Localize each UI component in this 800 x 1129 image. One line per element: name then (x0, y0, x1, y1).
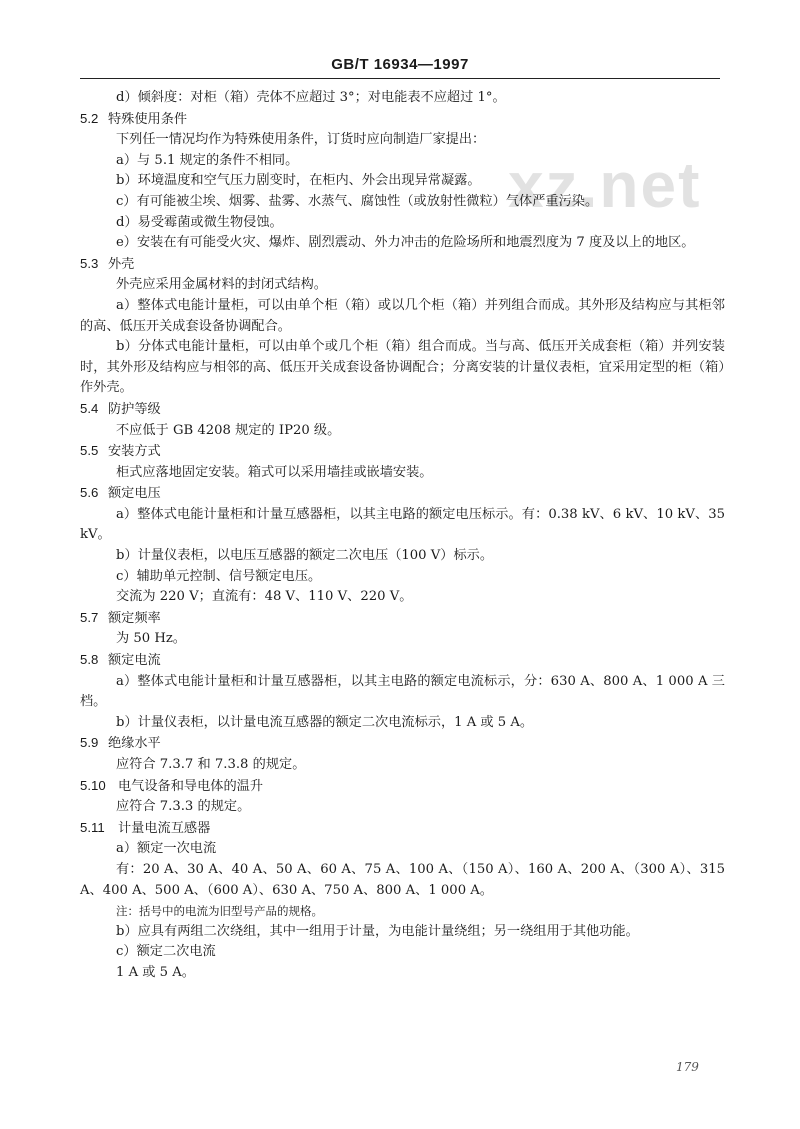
section-heading-5-3 (80, 254, 725, 276)
section-heading-5-5 (80, 441, 725, 463)
list-item: a）额定一次电流 (116, 841, 217, 857)
section-number: 5.11 (80, 819, 105, 835)
section-title: 额定电流 (108, 653, 161, 669)
paragraph: 应符合 7.3.7 和 7.3.8 的规定。 (116, 757, 306, 772)
section-heading-5-7 (80, 608, 725, 630)
document-body (80, 88, 725, 984)
list-item: b）分体式电能计量柜，可以由单个或几个柜（箱）组合而成。当与高、低压开关成套柜（箱）并列安装时，其外形及结构应与相邻的高、低压开关成套设备协调配合；分离安装的计量仪表柜，宜采用定型的柜（箱）作外壳。 (80, 339, 725, 396)
list-item: c）辅助单元控制、信号额定电压。 (116, 568, 322, 584)
section-number: 5.3 (80, 255, 99, 271)
list-item: d）易受霉菌或微生物侵蚀。 (116, 214, 283, 230)
section-number: 5.7 (80, 609, 99, 625)
section-heading-5-4 (80, 399, 725, 421)
section-title: 电气设备和导电体的温升 (118, 778, 264, 794)
paragraph: 有：20 A、30 A、40 A、50 A、60 A、75 A、100 A、（150 A）、160 A、200 A、（300 A）、315 A、400 A、500 A、（600 A）、630 A、750 A、800 A、1 000 A。 (80, 861, 725, 898)
paragraph: 不应低于 GB 4208 规定的 IP20 级。 (116, 422, 341, 438)
page-header: GB/T 16934—1997 (331, 56, 469, 73)
section-number: 5.4 (80, 400, 99, 416)
section-title: 安装方式 (108, 444, 161, 460)
paragraph: 为 50 Hz。 (116, 631, 186, 647)
paragraph: 外壳应采用金属材料的封闭式结构。 (116, 277, 327, 293)
section-number: 5.5 (80, 443, 99, 459)
section-number: 5.10 (80, 777, 106, 793)
section-title: 防护等级 (108, 401, 161, 417)
paragraph: 柜式应落地固定安装。箱式可以采用墙挂或嵌墙安装。 (116, 464, 433, 480)
section-title: 绝缘水平 (108, 736, 161, 752)
list-item: b）计量仪表柜，以计量电流互感器的额定二次电流标示，1 A 或 5 A。 (116, 714, 534, 730)
section-heading-5-11 (80, 818, 725, 840)
list-item: a）整体式电能计量柜，可以由单个柜（箱）或以几个柜（箱）并列组合而成。其外形及结构应与其柜邻的高、低压开关成套设备协调配合。 (80, 297, 725, 334)
paragraph: 应符合 7.3.3 的规定。 (116, 799, 251, 815)
list-item: b）环境温度和空气压力剧变时，在柜内、外会出现异常凝露。 (116, 173, 481, 189)
section-heading-5-9 (80, 733, 725, 755)
paragraph: 1 A 或 5 A。 (116, 964, 195, 980)
section-heading-5-6 (80, 483, 725, 505)
note: 注：括号中的电流为旧型号产品的规格。 (116, 904, 323, 919)
section-title: 特殊使用条件 (108, 111, 188, 127)
section-heading-5-10 (80, 776, 725, 798)
page-number: 179 (676, 1060, 699, 1074)
paragraph: 下列任一情况均作为特殊使用条件，订货时应向制造厂家提出： (116, 132, 486, 148)
section-heading-5-8 (80, 650, 725, 672)
section-number: 5.8 (80, 652, 99, 668)
list-item: b）计量仪表柜，以电压互感器的额定二次电压（100 V）标示。 (116, 548, 494, 564)
section-heading-5-2 (80, 109, 725, 131)
list-item: a）整体式电能计量柜和计量互感器柜，以其主电路的额定电压标示。有：0.38 kV、6 kV、10 kV、35 kV。 (80, 506, 725, 543)
list-item: c）有可能被尘埃、烟雾、盐雾、水蒸气、腐蚀性（或放射性微粒）气体严重污染。 (116, 193, 599, 209)
list-item: b）应具有两组二次绕组，其中一组用于计量，为电能计量绕组；另一绕组用于其他功能。 (116, 923, 639, 939)
section-number: 5.9 (80, 735, 99, 751)
section-title: 计量电流互感器 (118, 820, 211, 836)
list-item: c）额定二次电流 (116, 944, 216, 960)
clause-5-1-d: d）倾斜度：对柜（箱）壳体不应超过 3°；对电能表不应超过 1°。 (116, 90, 506, 105)
section-number: 5.6 (80, 485, 99, 501)
header-rule (80, 78, 720, 79)
section-number: 5.2 (80, 110, 99, 126)
section-title: 额定电压 (108, 486, 161, 502)
list-item: e）安装在有可能受火灾、爆炸、剧烈震动、外力冲击的危险场所和地震烈度为 7 度及以上的地区。 (116, 235, 695, 251)
section-title: 额定频率 (108, 610, 161, 626)
list-item: a）与 5.1 规定的条件不相同。 (116, 152, 299, 168)
section-title: 外壳 (108, 256, 135, 272)
paragraph: 交流为 220 V；直流有：48 V、110 V、220 V。 (116, 589, 413, 605)
watermark: xz.net (508, 149, 702, 221)
list-item: a）整体式电能计量柜和计量互感器柜，以其主电路的额定电流标示，分：630 A、800 A、1 000 A 三档。 (80, 673, 725, 710)
